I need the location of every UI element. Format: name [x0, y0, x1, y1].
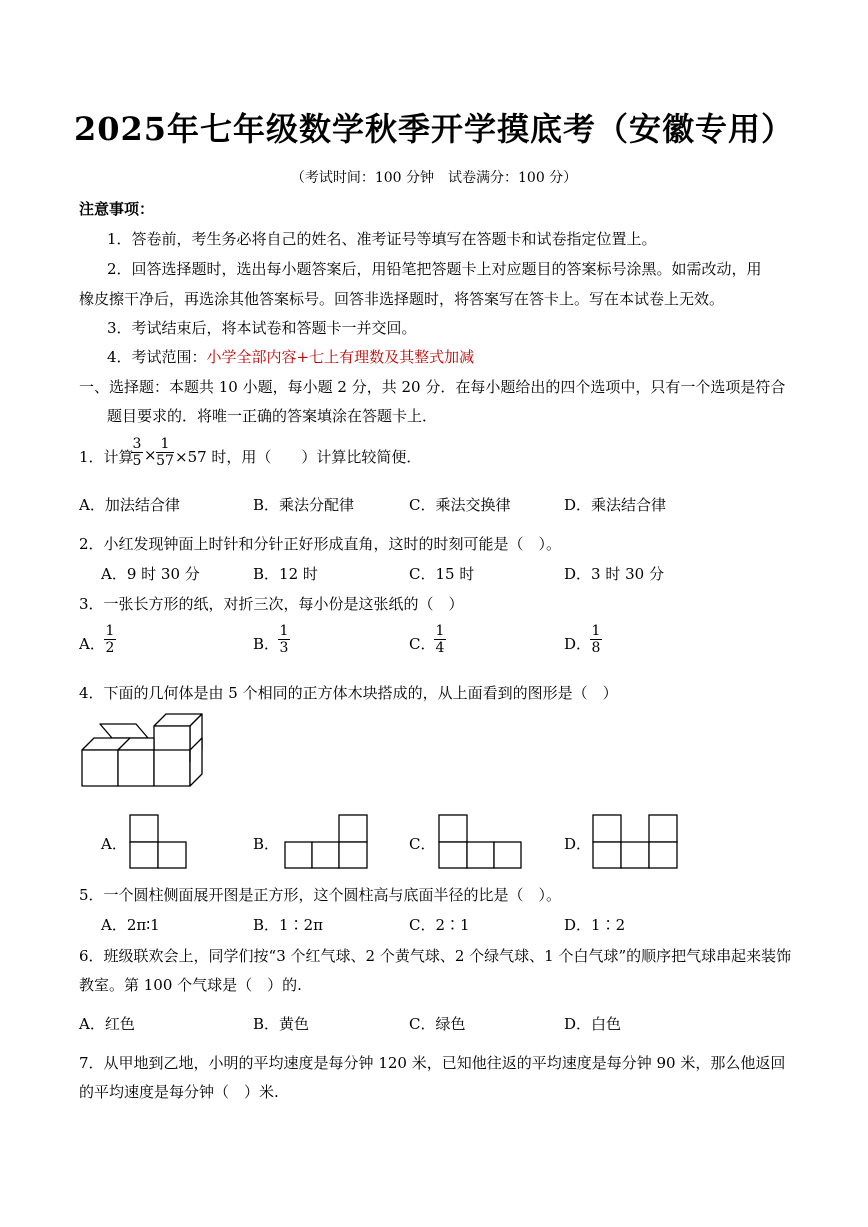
q3-option-b-numerator: 1 [279, 623, 289, 639]
q6-option-d[interactable]: D．白色 [564, 1015, 622, 1033]
notice-item-2-line-2: 橡皮擦干净后，再选涂其他答案标号。回答非选择题时，将答案写在答卡上。写在本试卷上无效。 [79, 290, 725, 308]
q3-option-d-denominator: 8 [591, 640, 601, 656]
q3-option-b-fraction[interactable] [278, 623, 290, 656]
q3-option-c-denominator: 4 [435, 640, 445, 656]
q4-stem: 4．下面的几何体是由 5 个相同的正方体木块搭成的，从上面看到的图形是（ ） [79, 684, 618, 702]
q6-option-a[interactable]: A．红色 [79, 1015, 135, 1033]
q3-option-c-label[interactable]: C． [409, 635, 436, 653]
q7-stem-line-1: 7．从甲地到乙地，小明的平均速度是每分钟 120 米，已知他往返的平均速度是每分钟 90 米，那么他返回 [79, 1054, 786, 1072]
q1-option-c[interactable]: C．乘法交换律 [409, 496, 511, 514]
q3-option-a-numerator: 1 [105, 623, 115, 639]
notice-item-1: 1．答卷前，考生务必将自己的姓名、准考证号等填写在答题卡和试卷指定位置上。 [107, 230, 657, 248]
q1-times-sign: × [144, 446, 157, 464]
q4-option-c-label[interactable]: C． [409, 835, 436, 853]
q5-option-a[interactable]: A．2π∶1 [101, 916, 160, 934]
q1-option-d[interactable]: D．乘法结合律 [564, 496, 667, 514]
q5-option-c[interactable]: C．2∶1 [409, 916, 470, 934]
q4-option-a-figure[interactable] [128, 814, 188, 870]
q6-option-b[interactable]: B．黄色 [253, 1015, 310, 1033]
q1-option-a[interactable]: A．加法结合律 [79, 496, 180, 514]
q1-fraction-1-numerator: 3 [132, 436, 142, 452]
q5-option-b[interactable]: B．1∶2π [253, 916, 323, 934]
q6-option-c[interactable]: C．绿色 [409, 1015, 466, 1033]
q6-stem-line-2: 教室。第 100 个气球是（ ）的. [79, 976, 302, 994]
q3-option-a-fraction[interactable] [104, 623, 116, 656]
q1-prefix: 1．计算 [79, 448, 134, 466]
q2-option-d[interactable]: D．3 时 30 分 [564, 565, 664, 583]
q1-fraction-2-denominator: 57 [156, 453, 174, 469]
q1-fraction-1 [131, 436, 143, 469]
q5-option-d[interactable]: D．1∶2 [564, 916, 626, 934]
exam-info: （考试时间：100 分钟 试卷满分：100 分） [290, 170, 578, 186]
q4-option-b-figure[interactable] [283, 814, 369, 870]
q3-option-a-label[interactable]: A． [79, 635, 105, 653]
exam-scope: 小学全部内容+七上有理数及其整式加减 [206, 348, 475, 366]
q4-option-d-label[interactable]: D． [564, 835, 592, 853]
notice-item-4 [107, 346, 474, 367]
q7-stem-line-2: 的平均速度是每分钟（ ）米. [79, 1083, 279, 1101]
q3-option-b-label[interactable]: B． [253, 635, 280, 653]
section-heading-line-2: 题目要求的．将唯一正确的答案填涂在答题卡上． [107, 407, 438, 425]
notice-item-4-prefix: 4．考试范围： [107, 348, 207, 366]
q1-option-b[interactable]: B．乘法分配律 [253, 496, 355, 514]
q2-option-a[interactable]: A．9 时 30 分 [101, 565, 200, 583]
cube-stack-figure [78, 712, 208, 796]
q3-option-a-denominator: 2 [105, 640, 115, 656]
notice-item-2-line-1: 2．回答选择题时，选出每小题答案后，用铅笔把答题卡上对应题目的答案标号涂黑。如需改动，用 [107, 260, 762, 278]
section-heading-line-1: 一、选择题：本题共 10 小题，每小题 2 分，共 20 分．在每小题给出的四个选项中，只有一个选项是符合 [79, 378, 786, 396]
q4-option-b-label[interactable]: B． [253, 835, 280, 853]
q5-stem: 5．一个圆柱侧面展开图是正方形，这个圆柱高与底面半径的比是（ ）。 [79, 886, 562, 904]
q1-fraction-2-numerator: 1 [156, 436, 174, 453]
q2-option-b[interactable]: B．12 时 [253, 565, 318, 583]
q3-option-d-fraction[interactable] [590, 623, 602, 656]
q3-option-c-numerator: 1 [435, 623, 445, 639]
q3-option-d-label[interactable]: D． [564, 635, 592, 653]
q4-option-d-figure[interactable] [591, 814, 679, 870]
notice-heading: 注意事项： [79, 200, 155, 218]
q1-fraction-1-denominator: 5 [132, 453, 142, 469]
q1-suffix: ×57 时，用（ ）计算比较简便． [175, 448, 422, 466]
q2-option-c[interactable]: C．15 时 [409, 565, 475, 583]
notice-item-3: 3．考试结束后，将本试卷和答题卡一并交回。 [107, 319, 417, 337]
q2-stem: 2．小红发现钟面上时针和分针正好形成直角，这时的时刻可能是（ ）。 [79, 535, 562, 553]
q3-option-c-fraction[interactable] [434, 623, 446, 656]
q4-option-a-label[interactable]: A． [101, 835, 127, 853]
q3-stem: 3．一张长方形的纸，对折三次，每小份是这张纸的（ ） [79, 595, 464, 613]
page-title: 2025年七年级数学秋季开学摸底考（安徽专用） [73, 110, 795, 148]
q1-fraction-2 [156, 436, 174, 469]
q4-option-c-figure[interactable] [437, 814, 523, 870]
q3-option-d-numerator: 1 [591, 623, 601, 639]
q6-stem-line-1: 6．班级联欢会上，同学们按“3 个红气球、2 个黄气球、2 个绿气球、1 个白气球”的顺序把气球串起来装饰 [79, 947, 792, 965]
q3-option-b-denominator: 3 [279, 640, 289, 656]
